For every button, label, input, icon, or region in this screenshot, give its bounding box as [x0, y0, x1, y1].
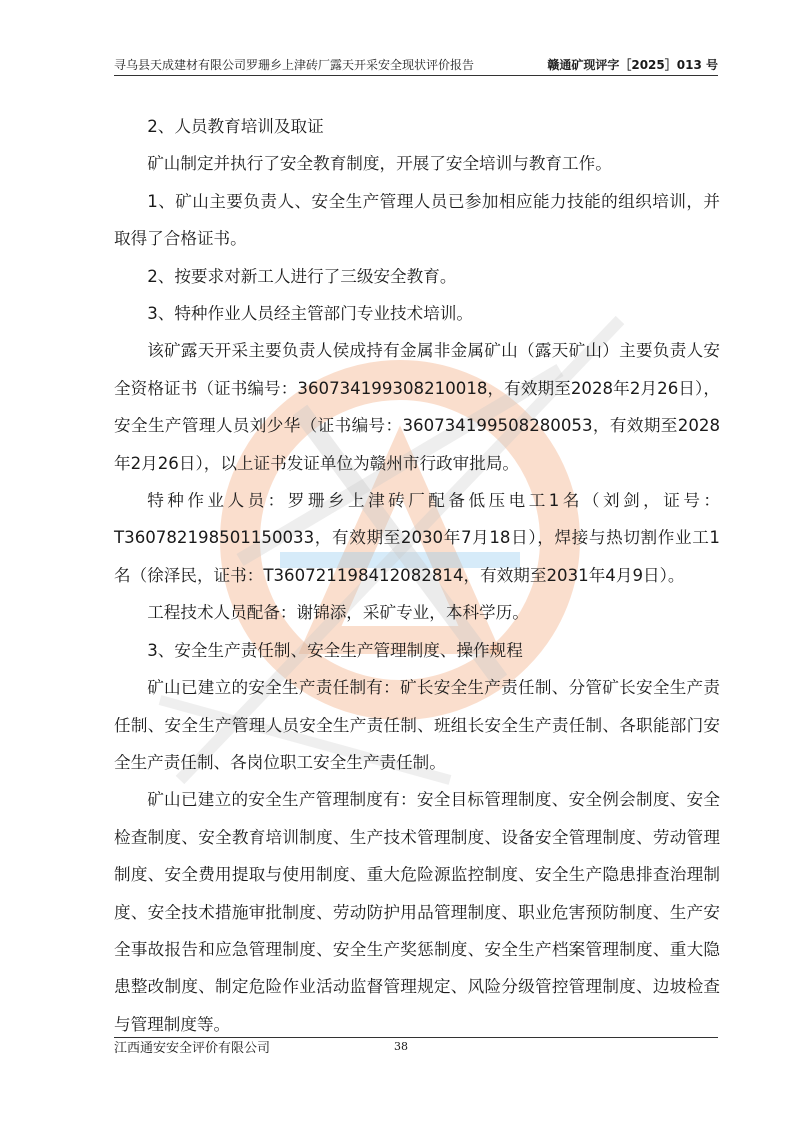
page-number: 38	[394, 1040, 408, 1053]
paragraph: 工程技术人员配备：谢锦添，采矿专业，本科学历。	[147, 603, 529, 623]
section-heading: 2、人员教育培训及取证	[147, 117, 324, 136]
paragraph: 1、矿山主要负责人、安全生产管理人员已参加相应能力技能的组织培训，并取得了合格证书。	[114, 191, 720, 249]
paragraph: 3、特种作业人员经主管部门专业技术培训。	[147, 304, 474, 324]
document-number: 赣通矿现评字［2025］013 号	[547, 58, 718, 72]
footer-company: 江西通安安全评价有限公司	[114, 1041, 271, 1056]
paragraph: 该矿露天开采主要负责人侯成持有金属非金属矿山（露天矿山）主要负责人安全资格证书（证书编号：360734199308210018，有效期至2028年2月26日），安全生产管理人员刘少华（证书编号：360734199508280053，有效期至2028年2月26日），以上证书发证单位为赣州市行政审批局。	[114, 341, 720, 473]
paragraph: 特种作业人员：罗珊乡上津砖厂配备低压电工1名（刘剑，证号：T360782198501150033，有效期至2030年7月18日），焊接与热切割作业工1名（徐泽民，证书：T360721198412082814，有效期至2031年4月9日）。	[114, 491, 720, 585]
report-title: 寻乌县天成建材有限公司罗珊乡上津砖厂露天开采安全现状评价报告	[114, 58, 475, 72]
paragraph: 2、按要求对新工人进行了三级安全教育。	[147, 266, 457, 286]
paragraph: 矿山制定并执行了安全教育制度，开展了安全培训与教育工作。	[147, 154, 612, 174]
paragraph: 矿山已建立的安全生产管理制度有：安全目标管理制度、安全例会制度、安全检查制度、安全教育培训制度、生产技术管理制度、设备安全管理制度、劳动管理制度、安全费用提取与使用制度、重大危险源监控制度、安全生产隐患排查治理制度、安全技术措施审批制度、劳动防护用品管理制度、职业危害预防制度、生产安全事故报告和应急管理制度、安全生产奖惩制度、安全生产档案管理制度、重大隐患整改制度、制定危险作业活动监督管理规定、风险分级管控管理制度、边坡检查与管理制度等。	[114, 790, 720, 1034]
page-header	[114, 55, 718, 76]
section-heading: 3、安全生产责任制、安全生产管理制度、操作规程	[147, 640, 523, 660]
document-body	[114, 108, 720, 1043]
paragraph: 矿山已建立的安全生产责任制有：矿长安全生产责任制、分管矿长安全生产责任制、安全生产管理人员安全生产责任制、班组长安全生产责任制、各职能部门安全生产责任制、各岗位职工安全生产责任制。	[114, 678, 720, 772]
page-footer	[114, 1037, 718, 1056]
